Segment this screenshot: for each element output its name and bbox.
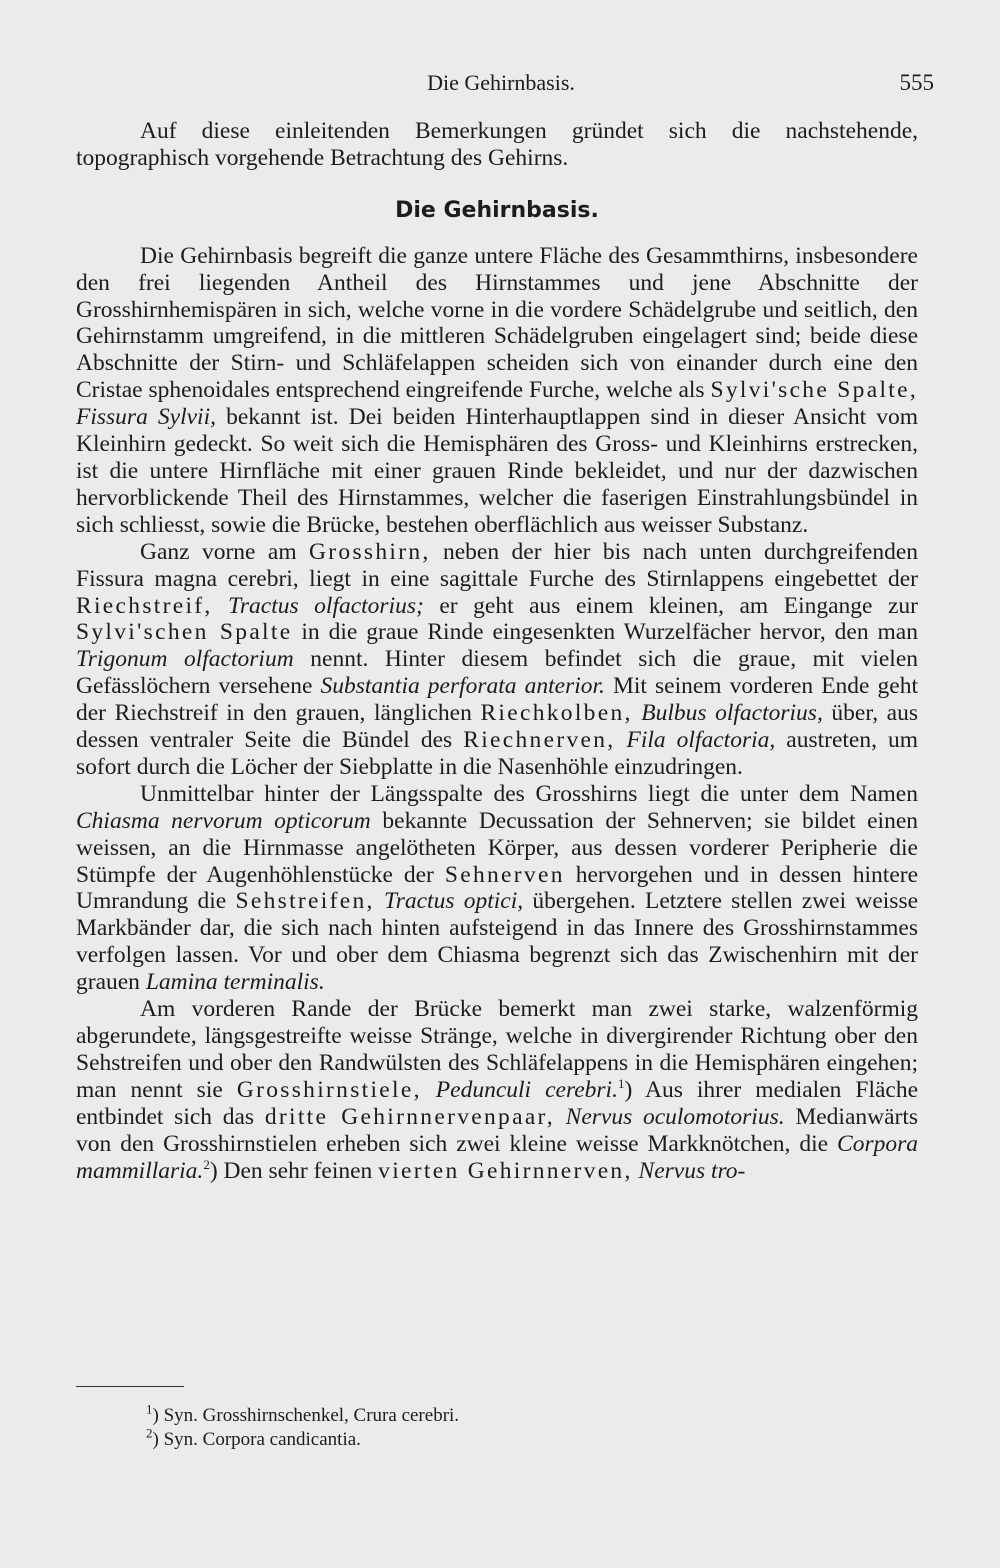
text: neben der hier bis nach unten durchgreifenden Fissura magna cerebri, liegt in eine sagittale Furche des Stirnlappens eingebettet der [76, 538, 919, 592]
footnote-number: 2 [146, 1425, 153, 1441]
latin-term: Fissura Sylvii, [76, 404, 216, 431]
latin-term: Tractus olfactorius; [228, 592, 424, 619]
spaced-term: Grosshirn, [309, 538, 431, 565]
footnote-number: 1 [146, 1401, 153, 1417]
spaced-term: Riechstreif, [76, 592, 213, 619]
intro-paragraph [76, 118, 918, 172]
latin-term: Trigonum olfactorium [76, 646, 294, 673]
paragraph-4 [76, 996, 918, 1184]
text: ) Den sehr feinen [209, 1157, 373, 1184]
running-title: Die Gehirnbasis. [427, 70, 575, 95]
spaced-term: Sylvi'sche Spalte, [710, 377, 919, 404]
latin-term: Bulbus olfactorius, [641, 700, 823, 727]
text: in die graue Rinde eingesenkten Wurzelfächer hervor, den man [301, 619, 918, 646]
latin-term: Substantia perforata anterior. [320, 673, 605, 700]
footnote-mark: 1 [617, 1075, 625, 1091]
latin-term: Corpora mammillaria. [76, 1130, 918, 1184]
footnotes [146, 1401, 460, 1452]
text: Mit seinem vorderen Ende geht der Riechstreif in den grauen, länglichen [76, 673, 919, 727]
spaced-term: Riechkolben, [480, 700, 633, 727]
text: Unmittelbar hinter der Längsspalte des Grosshirns liegt die unter dem Namen [140, 780, 918, 807]
spaced-term: Sylvi'schen Spalte [76, 619, 293, 646]
paragraph-3 [76, 781, 918, 996]
footnote [146, 1425, 459, 1452]
latin-term: Lamina terminalis. [145, 969, 325, 996]
latin-term: Nervus tro- [638, 1157, 746, 1184]
footnote [146, 1401, 460, 1428]
text: ) Aus ihrer medialen Fläche entbindet sich das [76, 1076, 919, 1130]
paragraph-1 [76, 243, 918, 539]
main-text [76, 118, 918, 1184]
text: übergehen. Letztere stellen zwei weisse Markbänder dar, die sich nach hinten aufsteigend in das Innere des Grosshirnstammes verfolgen lassen. Vor und ober dem Chiasma begrenzt sich das Zwischenhirn mit der grauen [76, 888, 919, 996]
spaced-term: Grosshirnstiele, [236, 1076, 422, 1103]
text: nennt. Hinter diesem befindet sich die graue, mit vielen Gefässlöchern versehene [76, 646, 919, 700]
text: hervorgehen und in dessen hintere Umrandung die [76, 861, 919, 915]
text: bekannt ist. Dei beiden Hinterhauptlappen sind in dieser Ansicht vom Kleinhirn gedeckt. So weit sich die Hemisphären des Gross- und Kleinhirns erstrecken, ist die untere Hirnfläche mit einer grauen Rinde bekleidet, und nur der dazwischen hervorblickende Theil des Hirnstammes, welcher die faserigen Einstrahlungsbündel in sich schliesst, sowie die Brücke, bestehen oberflächlich aus weisser Substanz. [76, 404, 918, 538]
latin-term: Chiasma nervorum opticorum [76, 807, 371, 834]
footnote-mark: 2 [203, 1156, 210, 1172]
text: bekannte Decussation der Sehnerven; sie bildet einen weissen, an die Hirnmasse angelötheten Körper, aus dessen vorderer Peripherie die Stümpfe der Augenhöhlenstücke der [76, 807, 919, 888]
text: Die Gehirnbasis begreift die ganze untere Fläche des Gesammthirns, insbesondere den frei liegenden Antheil des Hirnstammes und jene Abschnitte der Grosshirnhemispären in sich, welche vorne in die vordere Schädelgrube und seitlich, den Gehirnstamm umgreifend, in die mittleren Schädelgruben eingelagert sind; beide diese Abschnitte der Stirn- und Schläfelappen scheiden sich von einander durch eine den Cristae sphenoidales entsprechend eingreifende Furche, welche als [76, 242, 918, 404]
text: Am vorderen Rande der Brücke bemerkt man zwei starke, walzenförmig abgerundete, längsgestreifte weisse Stränge, welche in divergirender Richtung ober den Sehstreifen und ober den Randwülsten des Schläfelappens in die Hemisphären eingehen; man nennt sie [76, 996, 918, 1103]
text: er geht aus einem kleinen, am Eingange zur [439, 592, 919, 619]
latin-term: Pedunculi cerebri. [435, 1076, 618, 1103]
spaced-term: Sehnerven [444, 861, 565, 888]
latin-term: Tractus optici, [383, 888, 524, 915]
section-heading: Die Gehirnbasis. [395, 197, 599, 223]
paragraph-2 [76, 539, 918, 781]
spaced-term: dritte Gehirnnervenpaar, [264, 1103, 555, 1130]
footnote-text: ) Syn. Corpora candicantia. [152, 1429, 361, 1450]
text: Medianwärts von den Grosshirnstielen erheben sich zwei kleine weisse Markknötchen, die [76, 1103, 919, 1157]
spaced-term: vierten Gehirnnerven, [378, 1157, 633, 1184]
spaced-term: Riechnerven, [463, 727, 616, 754]
spaced-term: Sehstreifen, [235, 888, 375, 915]
page-number: 555 [899, 70, 934, 95]
text: austreten, um sofort durch die Löcher der Siebplatte in die Nasenhöhle einzudringen. [76, 727, 919, 780]
footnote-divider [76, 1386, 184, 1387]
footnote-text: ) Syn. Grosshirnschenkel, Crura cerebri. [152, 1405, 460, 1426]
latin-term: Nervus oculomotorius. [565, 1103, 785, 1130]
text: Ganz vorne am [140, 538, 297, 565]
text: über, aus dessen ventraler Seite die Bündel des [76, 700, 918, 754]
intro-text: Auf diese einleitenden Bemerkungen gründet sich die nachstehende, topographisch vorgehende Betrachtung des Gehirns. [76, 118, 918, 171]
latin-term: Fila olfactoria, [626, 727, 776, 754]
running-header [76, 66, 934, 100]
